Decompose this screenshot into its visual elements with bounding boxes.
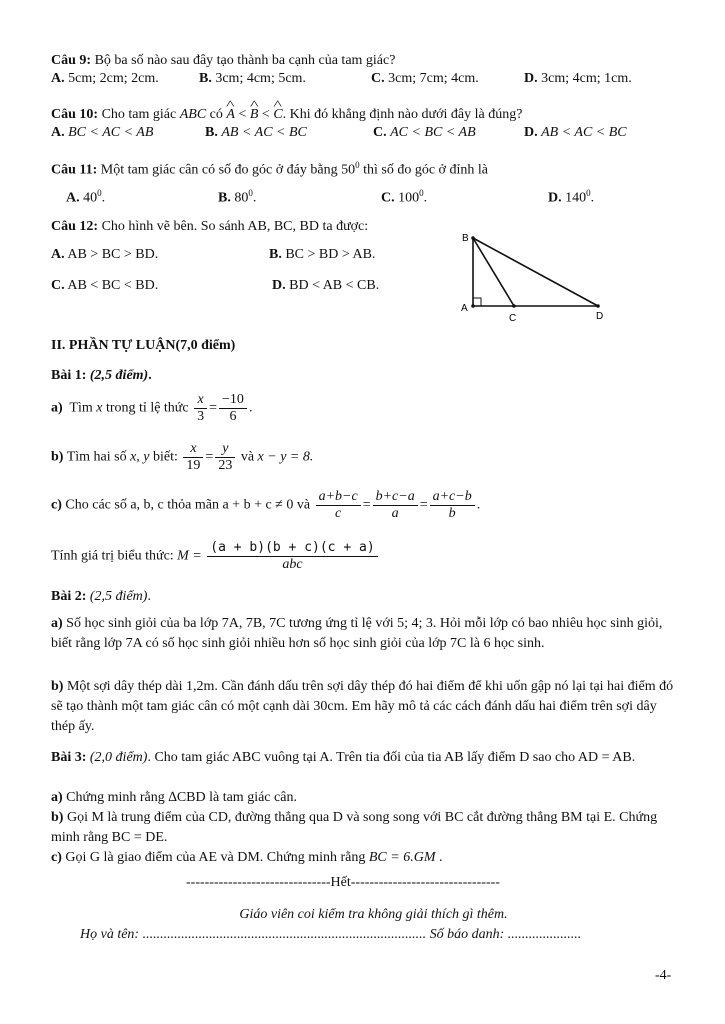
q11-option-a: A. $40^0$. — [66, 188, 106, 206]
bai3-b: b) Gọi M là trung điểm của CD, đường thẳng qua D và song song với BC cắt đường thẳng BM tại E. Chứng minh rằng BC = DE. — [51, 810, 658, 845]
q10-option-c: C. AC < BC < AB — [373, 125, 476, 140]
segment-bc — [473, 238, 514, 306]
label-d: D — [596, 311, 604, 322]
bai3-header: Bài 3: (2,0 điểm). Cho tam giác ABC vuông tại A. Trên tia đối của tia AB lấy điểm D sao cho AD = AB. — [51, 750, 636, 765]
bai1-calc: Tính giá trị biểu thức: M = $\frac{(a + b)(b + c)(c + a)}{\text{abc}}$ — [51, 540, 380, 573]
label-c: C — [509, 313, 517, 324]
section-title: II. PHẦN TỰ LUẬN(7,0 điểm) — [51, 338, 236, 353]
angle-a: ^ A — [226, 106, 235, 124]
q9-label: Câu 9: — [51, 53, 92, 68]
bai1-c: c) Cho các số a, b, c thỏa mãn a + b + c ≠ 0 và $\frac{a+b-c}{c}$ = $\frac{b+c-a}{a}$ = $\frac{a+c-b}{b}$ . — [51, 489, 481, 521]
name-line: Họ và tên: ................................................................................. Số báo danh: ..................... — [80, 927, 582, 942]
q9-question — [51, 52, 395, 70]
q9-option-b: B. 3cm; 4cm; 5cm. — [199, 71, 306, 86]
q9-option-d: D. 3cm; 4cm; 1cm. — [524, 71, 632, 86]
label-b: B — [462, 233, 469, 244]
fraction-x-over-19: $\frac{x}{19}$ — [183, 441, 203, 474]
q12-option-c: C. AB < BC < BD. — [51, 278, 159, 293]
q11-option-b: B. $80^0$. — [218, 188, 257, 206]
fraction-3: $\frac{a+c-b}{b}$ — [430, 489, 475, 522]
bai2-b: b) Một sợi dây thép dài 1,2m. Cần đánh dấu trên sợi dây thép đó hai điểm để khi uốn gập nó lại tại hai điểm đó sẽ tạo thành một tam giác cân có một cạnh dài 30cm. Em hãy mô tả các cách đánh dấu hai điểm trên sợi dây thép ấy. — [51, 679, 674, 734]
fraction-neg10-over-6: $\frac{-10}{6}$ — [219, 392, 247, 425]
segment-bd — [473, 238, 598, 306]
q10-triangle: ABC — [179, 107, 207, 122]
proctor-note: Giáo viên coi kiểm tra không giải thích gì thêm. — [239, 907, 508, 922]
end-mark: -------------------------------Hết-------------------------------- — [186, 875, 500, 890]
bai3-c: c) Gọi G là giao điểm của AE và DM. Chứng minh rằng BC = 6.GM . — [51, 850, 443, 865]
bai2-a: a) Số học sinh giỏi của ba lớp 7A, 7B, 7C tương ứng tỉ lệ với 5; 4; 3. Hỏi mỗi lớp có bao nhiêu học sinh giỏi, biết rằng lớp 7A có số học sinh giỏi nhiều hơn số học sinh giỏi của lớp 7C là 6 học sinh. — [51, 616, 663, 651]
q12-label: Câu 12: — [51, 219, 99, 234]
triangle-figure — [455, 228, 615, 324]
q10-question: Câu 10: Cho tam giác ABC có ^ A < ^ B < ^ C. Khi đó khẳng định nào dưới đây là đúng? — [51, 106, 522, 124]
q12-option-a: A. AB > BC > BD. — [51, 247, 159, 262]
q9-option-c: C. 3cm; 7cm; 4cm. — [371, 71, 479, 86]
q11-question: Câu 11: Một tam giác cân có số đo góc ở đáy bằng $50^0$ thì số đo góc ở đỉnh là — [51, 160, 488, 178]
q11-option-d: D. $140^0$. — [548, 188, 595, 206]
q9-option-a: A. 5cm; 2cm; 2cm. — [51, 71, 159, 86]
bai1-a: a) Tìm x trong tỉ lệ thức $\frac{x}{3}$ = $\frac{-10}{6}$ . — [51, 392, 253, 424]
q12-question: Câu 12: Cho hình vẽ bên. So sánh AB, BC, BD ta được: — [51, 219, 369, 234]
q11-option-c: C. $100^0$. — [381, 188, 428, 206]
bai1-header: Bài 1: (2,5 điểm). — [51, 368, 152, 383]
fraction-y-over-23: $\frac{y}{23}$ — [215, 441, 235, 474]
q10-option-d: D. AB < AC < BC — [524, 125, 627, 140]
fraction-m: $\frac{(a + b)(b + c)(c + a)}{\text{abc}}$ — [207, 540, 377, 573]
q10-option-b: B. AB < AC < BC — [205, 125, 307, 140]
q10-label: Câu 10: — [51, 107, 99, 122]
q10-option-a: A. BC < AC < AB — [51, 125, 154, 140]
q12-option-d: D. BD < AB < CB. — [272, 278, 380, 293]
q12-option-b: B. BC > BD > AB. — [269, 247, 376, 262]
page-number: -4- — [655, 968, 672, 983]
fraction-1: $\frac{a+b-c}{c}$ — [316, 489, 361, 522]
angle-c: ^ C — [273, 106, 282, 124]
fraction-2: $\frac{b+c-a}{a}$ — [373, 489, 418, 522]
label-a: A — [461, 303, 468, 314]
q11-label: Câu 11: — [51, 162, 98, 178]
fraction-x-over-3: $\frac{x}{3}$ — [194, 392, 207, 425]
bai2-header: Bài 2: (2,5 điểm). — [51, 589, 151, 604]
angle-b: ^ B — [250, 106, 259, 124]
bai3-a: a) Chứng minh rằng ∆CBD là tam giác cân. — [51, 790, 297, 805]
bai1-b: b) Tìm hai số x, y biết: $\frac{x}{19}$ = $\frac{y}{23}$ và x − y = 8. — [51, 441, 314, 473]
q9-text: Bộ ba số nào sau đây tạo thành ba cạnh của tam giác? — [94, 53, 396, 68]
